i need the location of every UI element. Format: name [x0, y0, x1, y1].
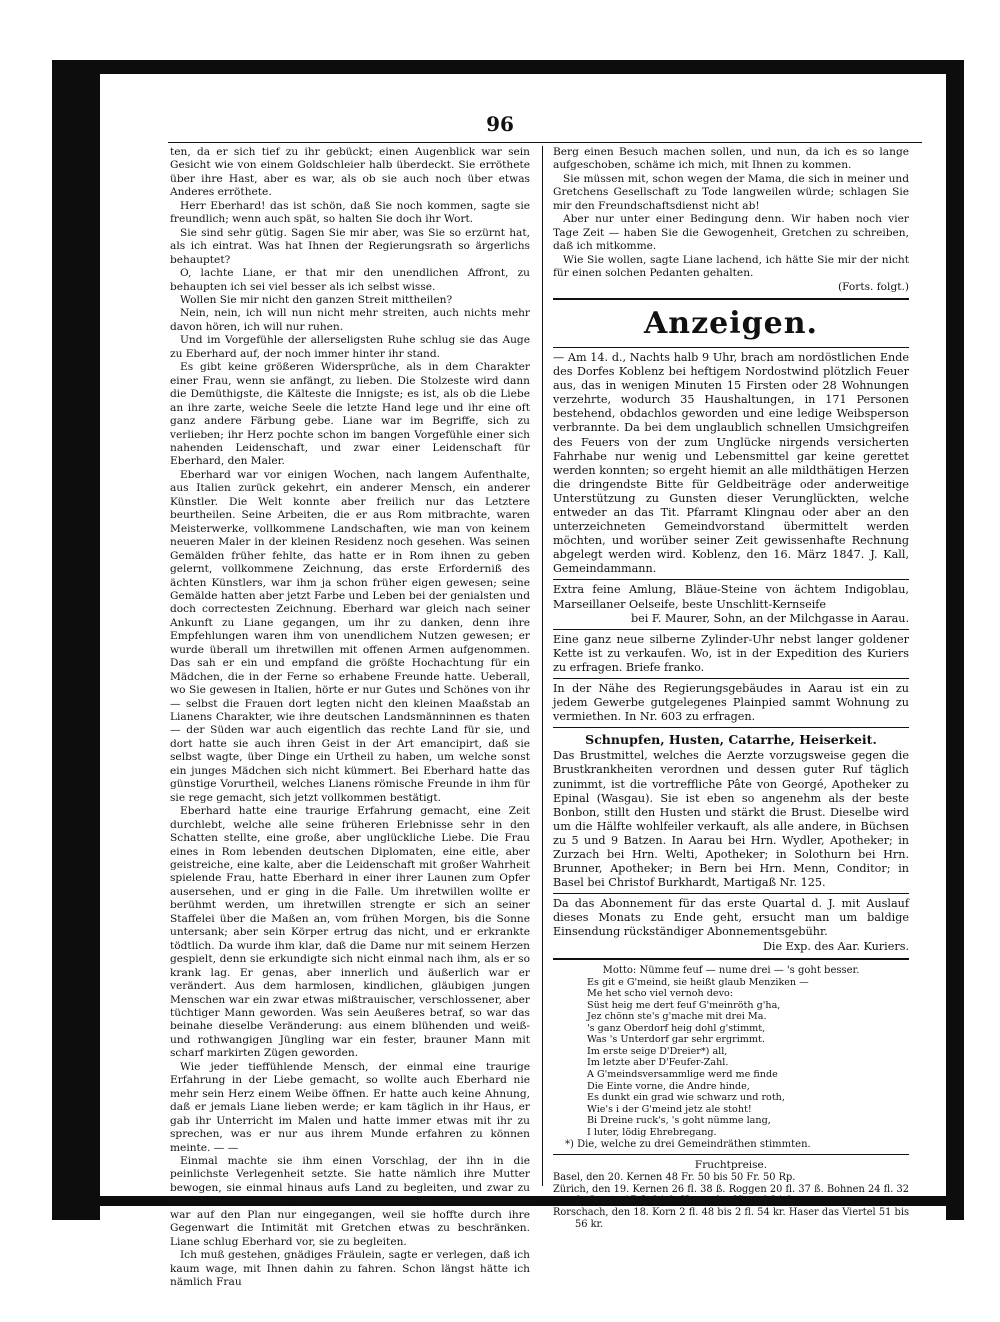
page-number: 96	[486, 112, 514, 136]
story-column-left	[170, 146, 530, 1290]
poem-line: 's ganz Oberdorf heig dohl g'stimmt,	[587, 1022, 766, 1034]
ad-divider	[553, 579, 909, 580]
grain-price-entry: Rorschach, den 18. Korn 2 fl. 48 bis 2 fl. 54 kr. Haser das Viertel 51 bis 56 kr.	[553, 1207, 909, 1230]
scan-border-left	[52, 60, 100, 1220]
ad-divider	[553, 893, 909, 894]
ad-maurer-signature: bei F. Maurer, Sohn, an der Milchgasse in Aarau.	[630, 611, 909, 625]
scan-border-top	[52, 60, 964, 74]
story-paragraph: Wollen Sie mir nicht den ganzen Streit mittheilen?	[180, 293, 453, 306]
section-rule	[553, 958, 909, 960]
column-divider	[542, 146, 543, 1186]
ad-pate: Das Brustmittel, welches die Aerzte vorzugsweise gegen die Brustkrankheiten verordnen und dessen guter Ruf täglich zunimmt, ist die vortreffliche Pâte von Georgé, Apotheker zu Epinal (Wasgau). Sie ist eben so angenehm als der beste Bonbon, stillt den Husten und stärkt die Brust. Dieselbe wird um die Hälfte wohlfeiler verkauft, als alle andere, in Büchsen zu 5 und 9 Batzen. In Aarau bei Hrn. Wydler, Apotheker; in Zurzach bei Hrn. Welti, Apotheker; in Solothurn bei Hrn. Brunner, Apotheker; in Bern bei Hrn. Menn, Conditor; in Basel bei Christof Burkhardt, Martigaß Nr. 125.	[553, 749, 909, 890]
poem-line: Die Einte vorne, die Andre hinde,	[587, 1080, 750, 1092]
grain-price-entry: Basel, den 20. Kernen 48 Fr. 50 bis 50 Fr. 50 Rp.	[553, 1172, 796, 1184]
poem-line: Süst heig me dert feuf G'meinröth g'ha,	[587, 999, 781, 1011]
poem	[553, 977, 909, 1139]
section-rule	[553, 347, 909, 348]
continuation-note: (Forts. folgt.)	[837, 280, 909, 293]
story-paragraph: Herr Eberhard! das ist schön, daß Sie noch kommen, sagte sie freundlich; wenn auch spät, so halten Sie doch ihr Wort.	[170, 199, 530, 226]
grain-prices	[553, 1172, 909, 1230]
poem-line: A G'meindsversammlige werd me finde	[587, 1069, 778, 1081]
poem-line: Wie's i der G'meind jetz ale stoht!	[587, 1103, 752, 1115]
poem-line: Es dunkt ein grad wie schwarz und roth,	[587, 1092, 785, 1104]
ad-koblenz-fire: — Am 14. d., Nachts halb 9 Uhr, brach am nordöstlichen Ende des Dorfes Koblenz bei heftigem Nordostwind plötzlich Feuer aus, das in wenigen Minuten 15 Firsten oder 28 Wohnungen verzehrte, wodurch 35 Haushaltungen, in 171 Personen bestehend, obdachlos geworden und eine ledige Weibsperson verbrannte. Da bei dem unglaublich schnellen Umsichgreifen des Feuers von der zum Unglücke nirgends versicherten Fahrhabe nur wenig und Lebensmittel gar keine gerettet werden konnten; so ergeht hiemit an alle mildthätigen Herzen die dringendste Bitte für Geldbeiträge oder anderweitige Unterstützung zu Gunsten dieser Verunglückten, welche entweder an das Tit. Pfarramt Klingnau oder aber an den unterzeichneten Gemeindvorstand übermittelt werden möchten, und worüber seiner Zeit gewissenhafte Rechnung abgelegt werden wird. Koblenz, den 16. März 1847. J. Kall, Gemeindammann.	[553, 350, 909, 576]
story-paragraph: O, lachte Liane, er that mir den unendlichen Affront, zu behaupten ich sei viel besser als ich selbst wisse.	[170, 267, 530, 293]
poem-line: Was 's Unterdorf gar sehr ergrimmt.	[587, 1034, 765, 1046]
story-paragraph: Sie müssen mit, schon wegen der Mama, die sich in meiner und Gretchens Gesellschaft zu Tode langweilen würde; schlagen Sie mir den Freundschaftsdienst nicht ab!	[553, 172, 909, 212]
story-paragraph: Ich muß gestehen, gnädiges Fräulein, sagte er verlegen, daß ich kaum wage, mit Ihnen dahin zu fahren. Schon längst hätte ich nämlich Frau	[170, 1249, 530, 1289]
story-paragraph: Aber nur unter einer Bedingung denn. Wir haben noch vier Tage Zeit — haben Sie die Gewogenheit, Gretchen zu schreiben, daß ich mitkomme.	[553, 213, 909, 253]
story-paragraph: Und im Vorgefühle der allerseligsten Ruhe schlug sie das Auge zu Eberhard auf, der noch immer hinter ihr stand.	[170, 334, 530, 360]
advertisements-heading: Anzeigen.	[644, 305, 818, 341]
story-paragraph: Es gibt keine größeren Widersprüche, als in dem Charakter einer Frau, wenn sie anfängt, zu lieben. Die Stolzeste wird dann die Demüthigste, die Kälteste die Innigste; es ist, als ob die Liebe an ihre zarte, weiche Seele die letzte Hand lege und ihr eine oft ganz andere Färbung gebe. Liane war im Begriffe, sich zu verlieben; ihr Herz pochte schon im bangen Vorgefühle einer sich nahenden Leidenschaft, und zwar einer Leidenschaft für Eberhard, den Maler.	[170, 361, 530, 468]
poem-line: Im letzte aber D'Feufer-Zahl.	[587, 1057, 729, 1069]
ad-plainpied: In der Nähe des Regierungsgebäudes in Aarau ist ein zu jedem Gewerbe gutgelegenes Plainpied sammt Wohnung zu vermiethen. In Nr. 603 zu erfragen.	[553, 682, 909, 724]
grain-price-entry: Zürich, den 19. Kernen 26 fl. 38 ß. Roggen 20 fl. 37 ß. Bohnen 24 fl. 32 ß. Gerste 17 fl. 24 ß. Haser das Viertel 34 ß.	[553, 1183, 909, 1207]
story-paragraph: Sie sind sehr gütig. Sagen Sie mir aber, was Sie so erzürnt hat, als ich eintrat. Was hat Ihnen der Regierungsrath so ärgerlichs behauptet?	[170, 226, 530, 266]
story-paragraph: Eberhard war vor einigen Wochen, nach langem Aufenthalte, aus Italien zurück gekehrt, ein anderer Mensch, ein anderer Künstler. Die Welt konnte aber freilich nur das Letztere beurtheilen. Seine Arbeiten, die er aus Rom mitbrachte, waren Meisterwerke, vollkommene Landschaften, wie man von keinem neueren Maler in der kleinen Residenz noch gesehen. Was seinen Gemälden früher fehlte, das hatte er in Rom ihnen zu geben gelernt, vollkommene Zeichnung, das erste Erforderniß des ächten Künstlers, war ihm ja schon früher eigen gewesen; seine Gemälde hatten aber jetzt Farbe und Leben bei der genialsten und doch correctesten Zeichnung. Eberhard war gleich nach seiner Ankunft zu Liane gegangen, um ihr zu danken, denn ihre Empfehlungen waren ihm von unendlichem Nutzen gewesen; er wurde überall um ihretwillen mit offenen Armen aufgenommen. Das sah er ein und empfand die größte Hochachtung für ein Mädchen, die in der Ferne so erhabene Freunde hatte. Ueberall, wo Sie gewesen in Italien, hörte er nur Gutes und Schönes von ihr — selbst die Frauen dort legten nicht den kleinen Maaßstab an Lianens Charakter, wie ihre deutschen Landsmänninnen es thaten — der Süden war auch eigentlich das rechte Land für sie, und dort hatte sie auch ihren Geist in der Art emancipirt, daß sie selbst wagte, über Dinge ein Urtheil zu haben, um welche sonst ein junges Mädchen sich nicht kümmert. Bei Eberhard hatte das günstige Vorurtheil, welches Lianens römische Freunde in ihm für sie rege gemacht, sich jetzt vollkommen bestätigt.	[170, 468, 530, 804]
section-rule	[553, 298, 909, 300]
ad-divider	[553, 629, 909, 630]
ad-divider	[553, 678, 909, 679]
poem-footnote: *) Die, welche zu drei Gemeindräthen stimmten.	[565, 1139, 811, 1151]
story-paragraph: Einmal machte sie ihm einen Vorschlag, der ihn in die peinlichste Verlegenheit setzte. Sie hatte nämlich ihre Mutter bewogen, sie einmal hinaus aufs Land zu begleiten, und zwar zu Gretchen, bei der sie ein Mittagessen bestellt. Frau von Pahlen war auf den Plan nur eingegangen, weil sie hoffte durch ihre Gegenwart die Intimität mit Gretchen etwas zu beschränken. Liane schlug Eberhard vor, sie zu begleiten.	[170, 1154, 530, 1248]
story-paragraph: Wie jeder tieffühlende Mensch, der einmal eine traurige Erfahrung in der Liebe gemacht, so wollte auch Eberhard nie mehr sein Herz einem Weibe öffnen. Er hatte auch keine Ahnung, daß er jemals Liane lieben werde; er kam täglich in ihr Haus, er gab ihr Unterricht im Malen und hatte immer etwas mit ihr zu sprechen, was er nur aus ihrem Munde erfahren zu können meinte. — —	[170, 1060, 530, 1154]
story-paragraph: Eberhard hatte eine traurige Erfahrung gemacht, eine Zeit durchlebt, welche alle seine früheren Erlebnisse sehr in den Schatten stellte, eine große, aber unglückliche Liebe. Die Frau eines in Rom lebenden deutschen Diplomaten, eine eitle, aber geistreiche, eine kalte, aber die Leidenschaft mit großer Wahrheit spielende Frau, hatte Eberhard in einer ihrer Launen zum Opfer ausersehen, und er ging in die Falle. Um ihretwillen wollte er berühmt werden, um ihretwillen strengte er sich an seiner Staffelei über die Maßen an, vom frühen Morgen, bis die Sonne untersank; aber sein Körper ertrug das nicht, und er erkrankte tödtlich. Da wurde ihm klar, daß die Dame nur mit seinem Herzen gespielt, denn sie erkundigte sich nicht einmal nach ihm, als er so krank lag. Er genas, aber innerlich und äußerlich war er verändert. Aus dem harmlosen, kindlichen, gläubigen jungen Menschen war ein zwar etwas mißtrauischer, verschlossener, aber tüchtiger Mann geworden. Was sein Aeußeres betraf, so war das beinahe dieselbe Veränderung: aus einem blühenden und weiß- und rothwangigen Jüngling war ein fester, brauner Mann mit scharf markirten Zügen geworden.	[170, 805, 530, 1060]
ad-maurer: Extra feine Amlung, Bläue-Steine von ächtem Indigoblau, Marseillaner Oelseife, beste Unschlitt-Kernseife	[553, 583, 909, 611]
header-rule	[168, 142, 922, 143]
ad-subscription-signature: Die Exp. des Aar. Kuriers.	[762, 939, 909, 953]
ad-divider	[553, 727, 909, 728]
story-paragraph: Berg einen Besuch machen sollen, und nun, da ich es so lange aufgeschoben, schäme ich mich, mit Ihnen zu kommen.	[553, 146, 909, 172]
ad-subscription: Da das Abonnement für das erste Quartal d. J. mit Auslauf dieses Monats zu Ende geht, ersucht man um baldige Einsendung rückständiger Abonnementsgebühr.	[553, 897, 909, 939]
right-column	[553, 146, 909, 1230]
ad-pate-heading: Schnupfen, Husten, Catarrhe, Heiserkeit.	[585, 732, 877, 748]
poem-line: Es git e G'meind, sie heißt glaub Menziken —	[587, 976, 809, 988]
story-paragraph: Nein, nein, ich will nun nicht mehr streiten, auch nichts mehr davon hören, ich will nur ruhen.	[170, 307, 530, 333]
ad-watch: Eine ganz neue silberne Zylinder-Uhr nebst langer goldener Kette ist zu verkaufen. Wo, ist in der Expedition des Kuriers zu erfragen. Briefe franko.	[553, 632, 909, 674]
poem-line: Jez chönn ste's g'mache mit drei Ma.	[587, 1011, 767, 1023]
scan-border-right	[946, 60, 964, 1220]
story-paragraph: ten, da er sich tief zu ihr gebückt; einen Augenblick war sein Gesicht wie von einem Goldschleier halb überdeckt. Sie erröthete über ihre Hast, aber es war, als ob sie auch noch über etwas Anderes erröthete.	[170, 146, 530, 199]
grain-prices-heading: Fruchtpreise.	[694, 1159, 768, 1172]
poem-line: I luter, lödig Ehrebregang.	[587, 1126, 717, 1138]
section-rule	[553, 1154, 909, 1155]
poem-line: Im erste seige D'Dreier*) all,	[587, 1045, 728, 1057]
story-paragraph: Wie Sie wollen, sagte Liane lachend, ich hätte Sie mir der nicht für einen solchen Pedanten gehalten.	[553, 253, 909, 280]
poem-line: Me het scho viel vernoh devo:	[587, 988, 734, 1000]
poem-motto: Motto: Nümme feuf — nume drei — 's goht besser.	[602, 964, 860, 976]
poem-line: Bi Dreine ruck's, 's goht nümme lang,	[587, 1115, 771, 1127]
